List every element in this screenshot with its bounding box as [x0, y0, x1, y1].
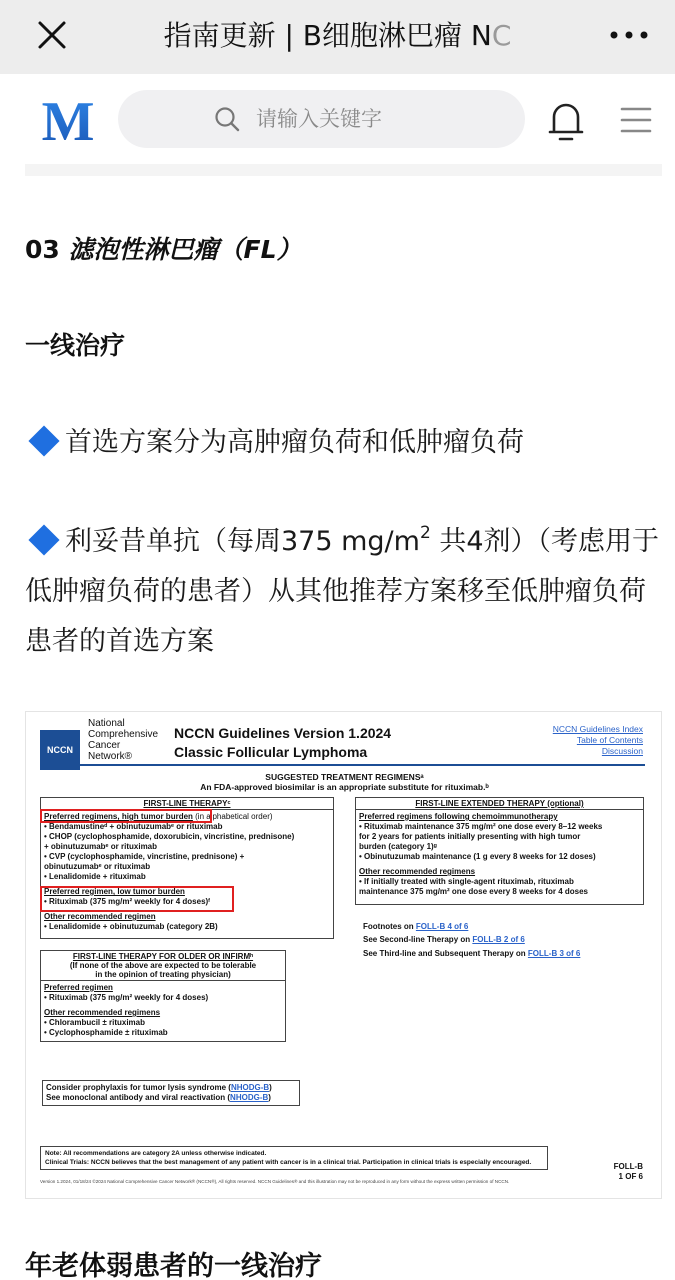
copyright-text: Version 1.2024, 01/18/24 ©2024 National Comprehensive Cancer Network® (NCCN®), All rights reserved. NCCN Guidelines® and this illustration may not be reproduced in any form without the express written permission of NCCN.	[40, 1179, 510, 1184]
nccn-guideline-image[interactable]	[25, 711, 662, 1199]
page-title: 指南更新 | B细胞淋巴瘤 NC	[163, 19, 512, 52]
older-infirm-therapy-box: FIRST-LINE THERAPY FOR OLDER OR INFIRMʰ (If none of the above are expected to be tolerable in the opinion of treating physician) Preferred regimen • Rituximab (375 mg/m² weekly for 4 doses) Other recommended regimens • Chlorambucil ± rituximab • Cyclophosphamide ± rituximab	[40, 950, 286, 1042]
foll-b2-link[interactable]: FOLL-B 2 of 6	[472, 935, 525, 944]
first-line-therapy-box: FIRST-LINE THERAPYᶜ Preferred regimens, high tumor burden (in alphabetical order) • Bendamustineᵈ + obinutuzumabᵉ or rituximab • CHOP (cyclophosphamide, doxorubicin, vincristine, prednisone) + obinutuzumabᵉ or rituximab • CVP (cyclophosphamide, vincristine, prednisone) + obinutuzumabᵉ or rituximab • Lenalidomide + rituximab Preferred regimen, low tumor burden • Rituximab (375 mg/m² weekly for 4 doses)ᶠ Other recommended regimen • Lenalidomide + obinutuzumab (category 2B)	[40, 797, 334, 939]
subheading: 一线治疗	[25, 331, 126, 360]
figure-links	[553, 724, 643, 757]
nhodg-link[interactable]: NHODG-B	[230, 1093, 269, 1102]
nhodg-link[interactable]: NHODG-B	[230, 1083, 270, 1092]
table-of-contents-link[interactable]: Table of Contents	[576, 735, 643, 745]
site-header	[0, 74, 675, 164]
search-placeholder: 请输入关键字	[256, 107, 382, 131]
nccn-org-name: National Comprehensive Cancer Network®	[88, 718, 159, 762]
diamond-bullet-icon	[28, 524, 59, 555]
page-code: FOLL-B 1 OF 6	[613, 1162, 643, 1181]
figure-title: NCCN Guidelines Version 1.2024 Classic Follicular Lymphoma	[174, 725, 392, 760]
nccn-logo: NCCN	[40, 730, 80, 770]
highlight-box	[40, 809, 212, 823]
next-section-heading: 年老体弱患者的一线治疗	[25, 1251, 322, 1280]
close-icon[interactable]	[34, 17, 70, 53]
bullet-paragraph: 利妥昔单抗（每周375 $mg/m^2$ 共4剂）（考虑用于低肿瘤负荷的患者）从其他推荐方案移至低肿瘤负荷患者的首选方案	[25, 523, 660, 657]
top-bar	[0, 0, 675, 74]
previous-content-edge	[25, 164, 662, 176]
extended-therapy-box: FIRST-LINE EXTENDED THERAPY (optional) Preferred regimens following chemoimmunotherapy • Rituximab maintenance 375 mg/m² one dose every 8–12 weeks for 2 years for patients initially presenting with high tumor burden (category 1)ᵍ • Obinutuzumab maintenance (1 g every 8 weeks for 12 doses) Other recommended regimens • If initially treated with single-agent rituximab, rituximab maintenance 375 mg/m² one dose every 8 weeks for 4 doses	[355, 797, 644, 905]
discussion-link[interactable]: Discussion	[601, 746, 643, 756]
foll-b3-link[interactable]: FOLL-B 3 of 6	[527, 949, 581, 958]
second-line-reference: See Second-line Therapy on FOLL-B 2 of 6	[363, 935, 525, 944]
search-input[interactable]	[118, 90, 525, 148]
highlight-box	[40, 886, 234, 912]
bell-icon[interactable]	[547, 100, 585, 142]
search-icon	[214, 106, 240, 132]
site-logo[interactable]	[38, 94, 98, 146]
third-line-reference: See Third-line and Subsequent Therapy on FOLL-B 3 of 6	[363, 949, 581, 958]
diamond-bullet-icon	[28, 425, 59, 456]
divider	[40, 764, 645, 766]
svg-text:M: M	[41, 94, 95, 146]
figure-heading: SUGGESTED TREATMENT REGIMENSᵃ An FDA-approved biosimilar is an appropriate substitute for rituximab.ᵇ	[200, 772, 489, 792]
figure-notes: Note: All recommendations are category 2A unless otherwise indicated. Clinical Trials: NCCN believes that the best management of any patient with cancer is in a clinical trial. Participation in clinical trials is especially encouraged.	[40, 1146, 548, 1170]
section-heading: 03 滤泡性淋巴瘤（FL）	[25, 235, 302, 264]
bullet-paragraph: 首选方案分为高肿瘤负荷和低肿瘤负荷	[25, 418, 662, 468]
foll-b4-link[interactable]: FOLL-B 4 of 6	[415, 922, 469, 931]
footnotes-reference: Footnotes on FOLL-B 4 of 6	[363, 922, 469, 931]
consider-box: Consider prophylaxis for tumor lysis syndrome (NHODG-B) See monoclonal antibody and viral reactivation (NHODG-B)	[42, 1080, 300, 1106]
more-options-icon[interactable]	[609, 30, 649, 40]
menu-icon[interactable]	[620, 106, 652, 134]
guidelines-index-link[interactable]: NCCN Guidelines Index	[552, 724, 643, 734]
